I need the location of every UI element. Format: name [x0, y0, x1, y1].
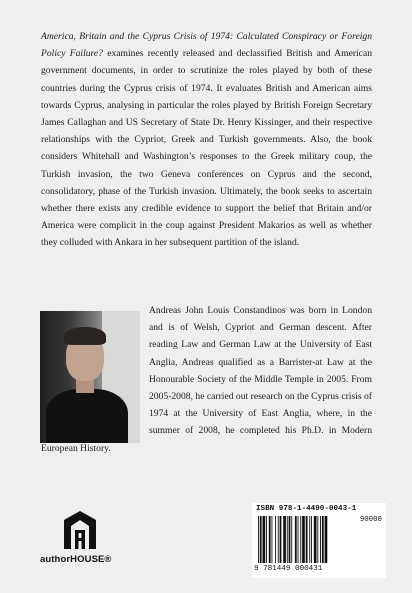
ean-digits: 9 781449 000431: [254, 565, 323, 573]
author-bio: [41, 302, 372, 457]
price-code: 90000: [359, 516, 382, 524]
authorhouse-logo-icon: [62, 510, 98, 550]
isbn-text: ISBN 978-1-4490-0043-1: [256, 505, 357, 513]
author-bio-text: Andreas John Louis Constandinos was born in London and is of Welsh, Cypriot and German descent. After reading Law and German Law at the University of East Anglia, Andreas qualified as a Barrister-at Law at the Honourable Society of the Middle Temple in 2005. From 2005-2008, he carried out research on the Cyprus crisis of 1974 at the University of East Anglia, where, in the summer of 2008, he completed his Ph.D. in Modern European History.: [41, 305, 372, 454]
isbn-barcode: [252, 503, 386, 578]
book-title: America, Britain and the Cyprus Crisis of 1974: Calculated Conspiracy or Foreign Policy Failure?: [41, 31, 372, 60]
book-description: [41, 28, 372, 252]
description-text: examines recently released and declassified British and American government documents, in order to scrutinize the roles played by both of these countries during the Cyprus crisis of 1974. It evaluates British and American aims towards Cyprus, analysing in particular the roles played by British Foreign Secretary James Callaghan and US Secretary of State Dr. Henry Kissinger, and their respective relationships with the Cypriot, Greek and Turkish governments. Also, the book considers Whitehall and Washington’s responses to the Greek military coup, the Turkish invasion, the two Geneva conferences on Cyprus and the second, consolidatory, phase of the Turkish invasion. Ultimately, the book seeks to ascertain whether there exists any credible evidence to support the belief that Britain and/or America were complicit in the coup against President Makarios as well as whether they colluded with Ankara in her subsequent partition of the island.: [41, 48, 372, 249]
publisher-logo: [40, 510, 120, 570]
barcode-bars: [256, 516, 352, 566]
publisher-name: authorHOUSE®: [40, 554, 112, 565]
